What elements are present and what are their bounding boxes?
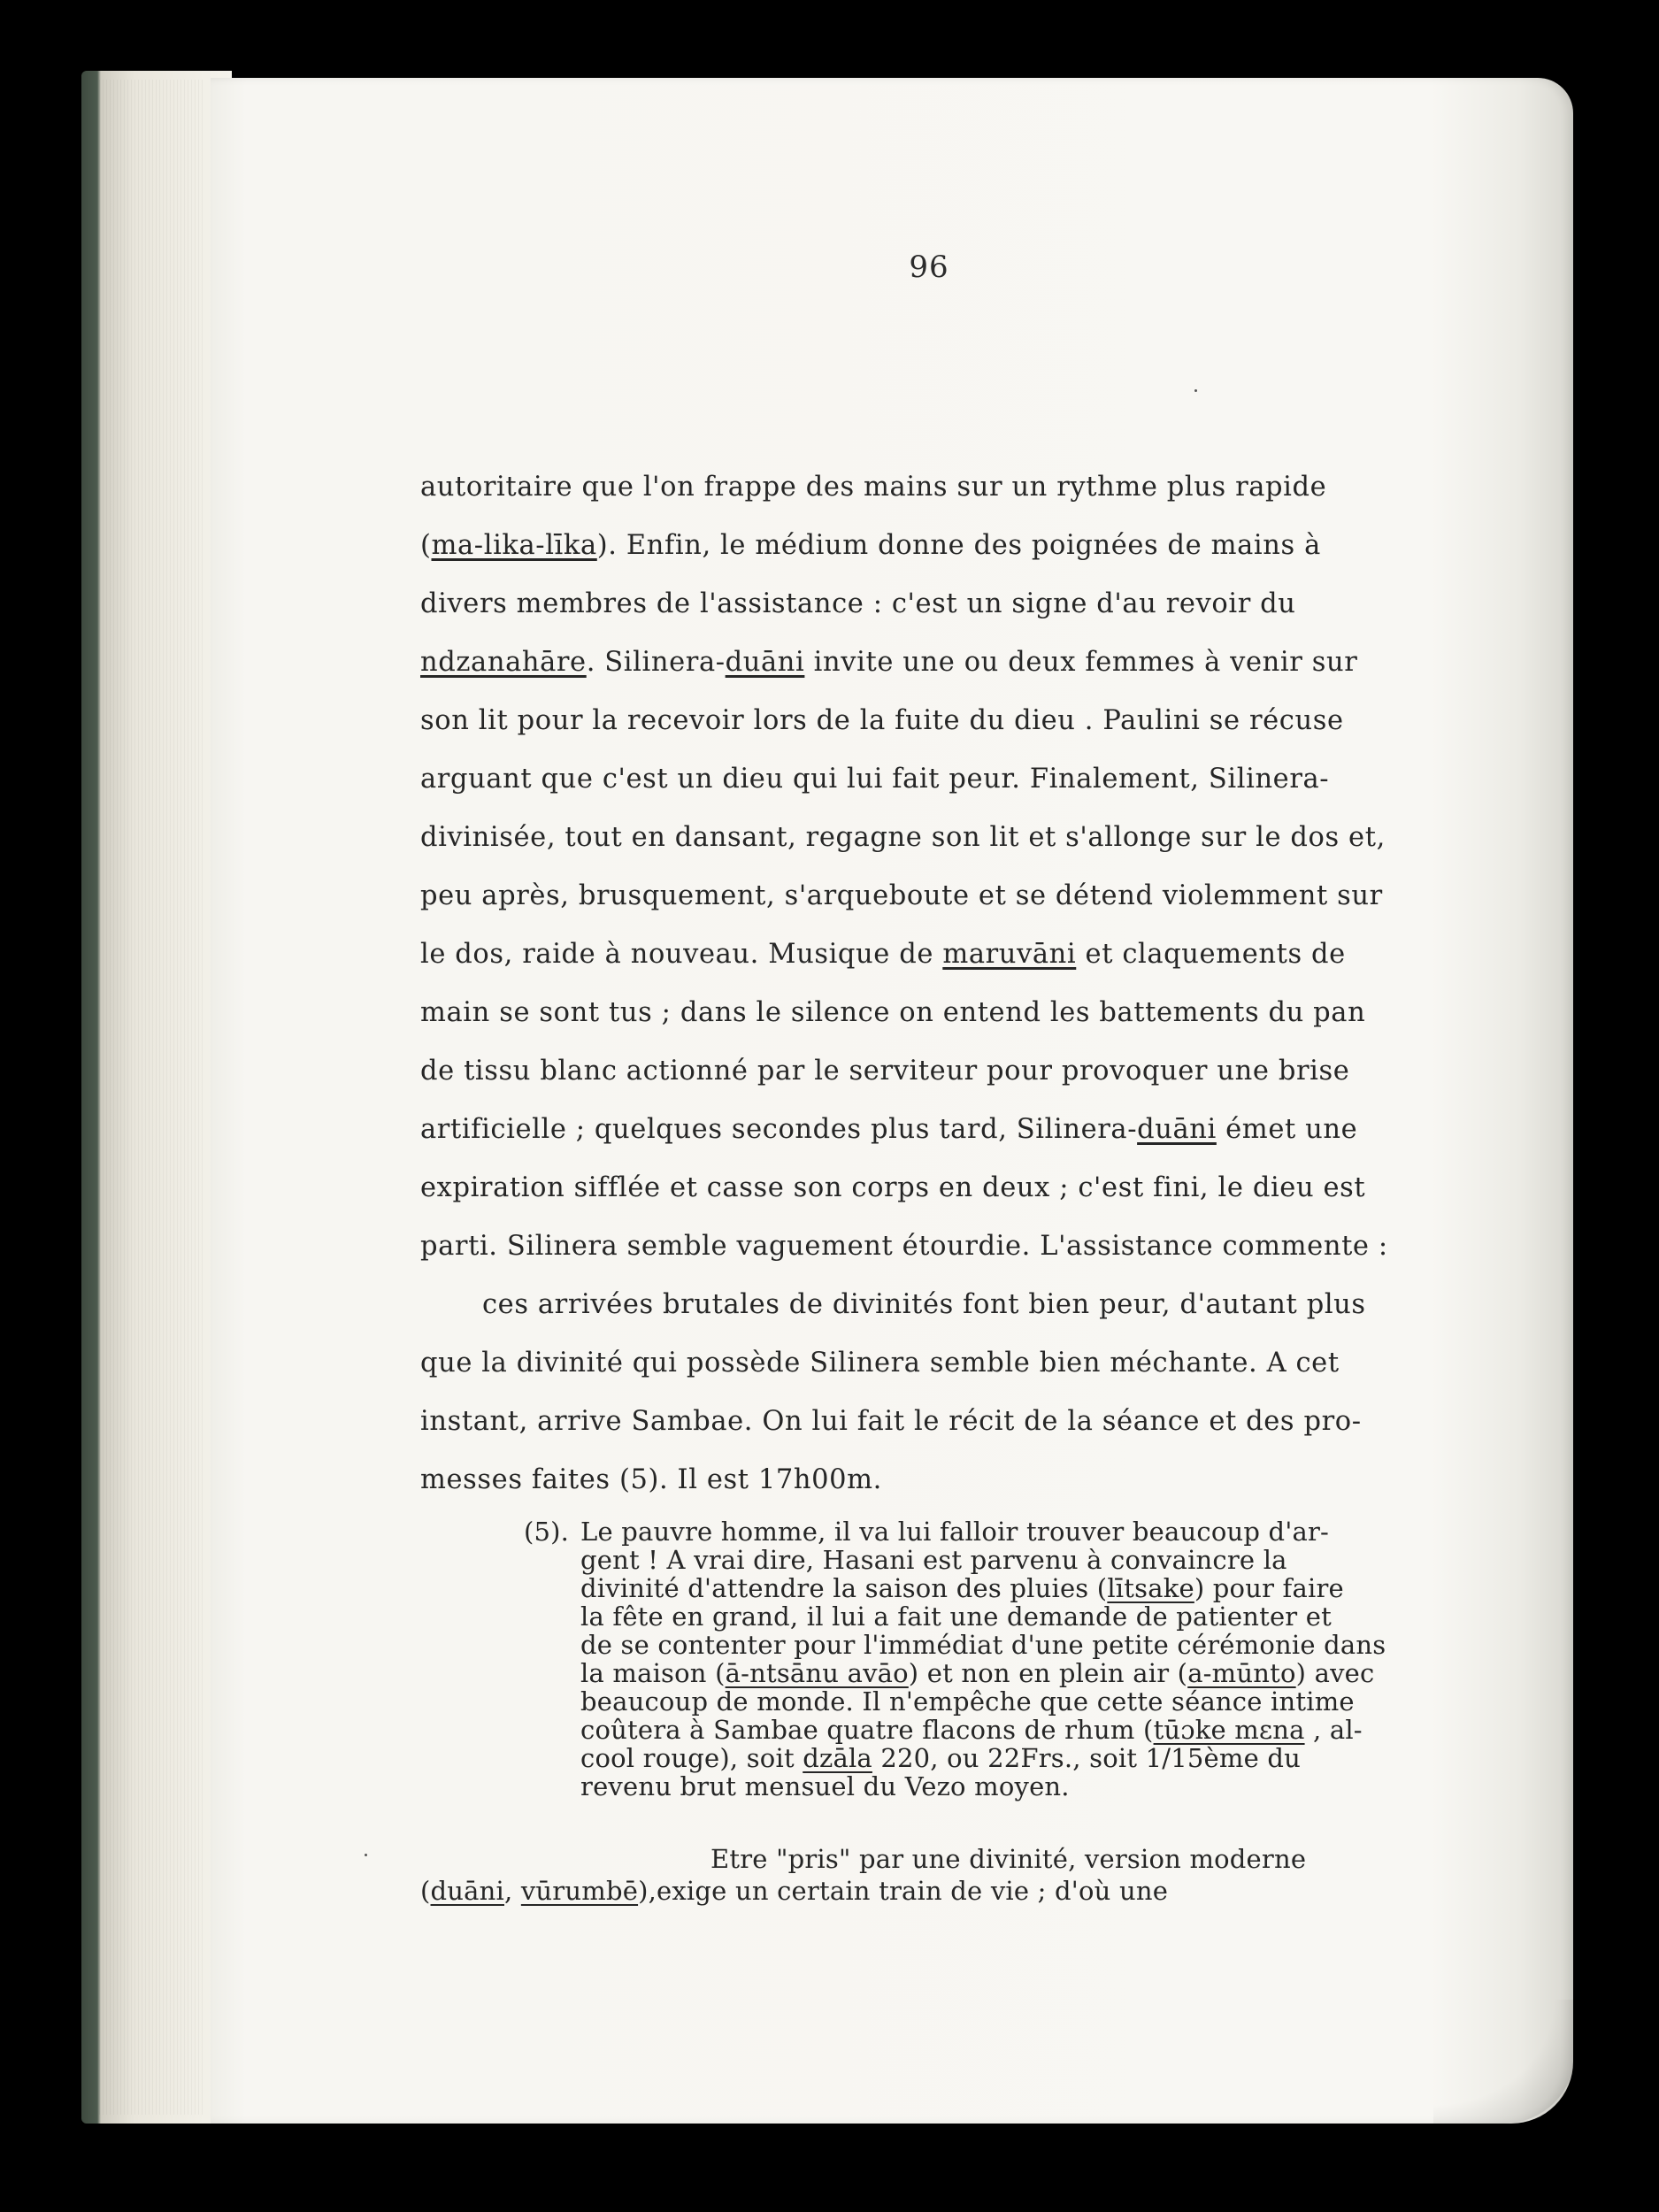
- term-duani: duāni: [725, 647, 805, 678]
- body-line-17: instant, arrive Sambae. On lui fait le récit de la séance et des pro-: [420, 1406, 1362, 1437]
- term-litsake: lītsake: [1107, 1573, 1194, 1603]
- body-line-8: peu après, brusquement, s'arqueboute et se détend violemment sur: [420, 880, 1383, 911]
- term-ma-lika-lika: ma-lika-līka: [431, 530, 597, 561]
- body-line-12: artificielle ; quelques secondes plus tard, Silinera-duāni émet une: [420, 1114, 1358, 1145]
- body-line-2: (ma-lika-līka). Enfin, le médium donne des poignées de mains à: [420, 530, 1321, 561]
- term-vurumbe: vūrumbē: [520, 1876, 639, 1906]
- footnote-marker: (5).: [524, 1517, 570, 1547]
- footnote-line-1: Le pauvre homme, il va lui falloir trouver beaucoup d'ar-: [580, 1517, 1330, 1547]
- body-line-5: son lit pour la recevoir lors de la fuite du dieu . Paulini se récuse: [420, 705, 1344, 736]
- term-ndzanahare: ndzanahāre: [420, 647, 587, 678]
- page-number: 96: [909, 250, 949, 285]
- body-line-7: divinisée, tout en dansant, regagne son lit et s'allonge sur le dos et,: [420, 822, 1386, 853]
- body-line-3: divers membres de l'assistance : c'est un signe d'au revoir du: [420, 588, 1296, 619]
- body-line-6: arguant que c'est un dieu qui lui fait peur. Finalement, Silinera-: [420, 764, 1330, 795]
- footnote: [524, 1517, 1462, 1801]
- body-line-18: messes faites (5). Il est 17h00m.: [420, 1464, 882, 1495]
- footnote-line-2: gent ! A vrai dire, Hasani est parvenu à convaincre la: [580, 1545, 1287, 1575]
- footnote-line-4: la fête en grand, il lui a fait une demande de patienter et: [580, 1601, 1333, 1632]
- closing-paragraph: [420, 1845, 1464, 1905]
- footnote-line-8: coûtera à Sambae quatre flacons de rhum (tūɔke mɛna , al-: [580, 1715, 1363, 1745]
- term-a-munto: a-mūnto: [1187, 1658, 1296, 1688]
- footnote-line-10: revenu brut mensuel du Vezo moyen.: [580, 1771, 1070, 1801]
- body-line-9: le dos, raide à nouveau. Musique de maruvāni et claquements de: [420, 939, 1346, 970]
- page-speck: [365, 1854, 367, 1856]
- footnote-line-3: divinité d'attendre la saison des pluies (lītsake) pour faire: [580, 1573, 1344, 1603]
- footnote-line-5: de se contenter pour l'immédiat d'une petite cérémonie dans: [580, 1630, 1386, 1660]
- page-stack-lines: [99, 80, 205, 2115]
- body-line-10: main se sont tus ; dans le silence on entend les battements du pan: [420, 997, 1366, 1028]
- term-a-ntsanu-avao: ā-ntsānu avāo: [725, 1658, 909, 1688]
- term-duani-2: duāni: [1137, 1114, 1217, 1145]
- footnote-line-7: beaucoup de monde. Il n'empêche que cette séance intime: [580, 1686, 1355, 1717]
- body-line-11: de tissu blanc actionné par le serviteur pour provoquer une brise: [420, 1056, 1350, 1087]
- body-line-1: autoritaire que l'on frappe des mains sur un rythme plus rapide: [420, 472, 1327, 503]
- body-line-16: que la divinité qui possède Silinera semble bien méchante. A cet: [420, 1348, 1340, 1379]
- body-text: [420, 458, 1447, 1509]
- body-line-13: expiration sifflée et casse son corps en deux ; c'est fini, le dieu est: [420, 1172, 1366, 1203]
- footnote-line-9: cool rouge), soit dzāla 220, ou 22Frs., soit 1/15ème du: [580, 1743, 1302, 1773]
- footnote-line-6: la maison (ā-ntsānu avāo) et non en plein air (a-mūnto) avec: [580, 1658, 1375, 1688]
- closing-line-1: Etre "pris" par une divinité, version moderne: [710, 1844, 1307, 1874]
- footnote-body: [524, 1517, 1462, 1801]
- body-line-15: ces arrivées brutales de divinités font bien peur, d'autant plus: [482, 1289, 1366, 1320]
- body-line-14: parti. Silinera semble vaguement étourdie. L'assistance commente :: [420, 1231, 1388, 1262]
- body-line-4: ndzanahāre. Silinera-duāni invite une ou deux femmes à venir sur: [420, 647, 1358, 678]
- term-maruvani: maruvāni: [942, 939, 1077, 970]
- term-dzala: dzāla: [803, 1743, 872, 1773]
- term-duani-3: duāni: [430, 1876, 504, 1906]
- closing-line-2: (duāni, vūrumbē),exige un certain train de vie ; d'où une: [420, 1876, 1169, 1906]
- term-tuoke-mena: tūɔke mɛna: [1153, 1715, 1305, 1745]
- page-speck: [1194, 389, 1197, 392]
